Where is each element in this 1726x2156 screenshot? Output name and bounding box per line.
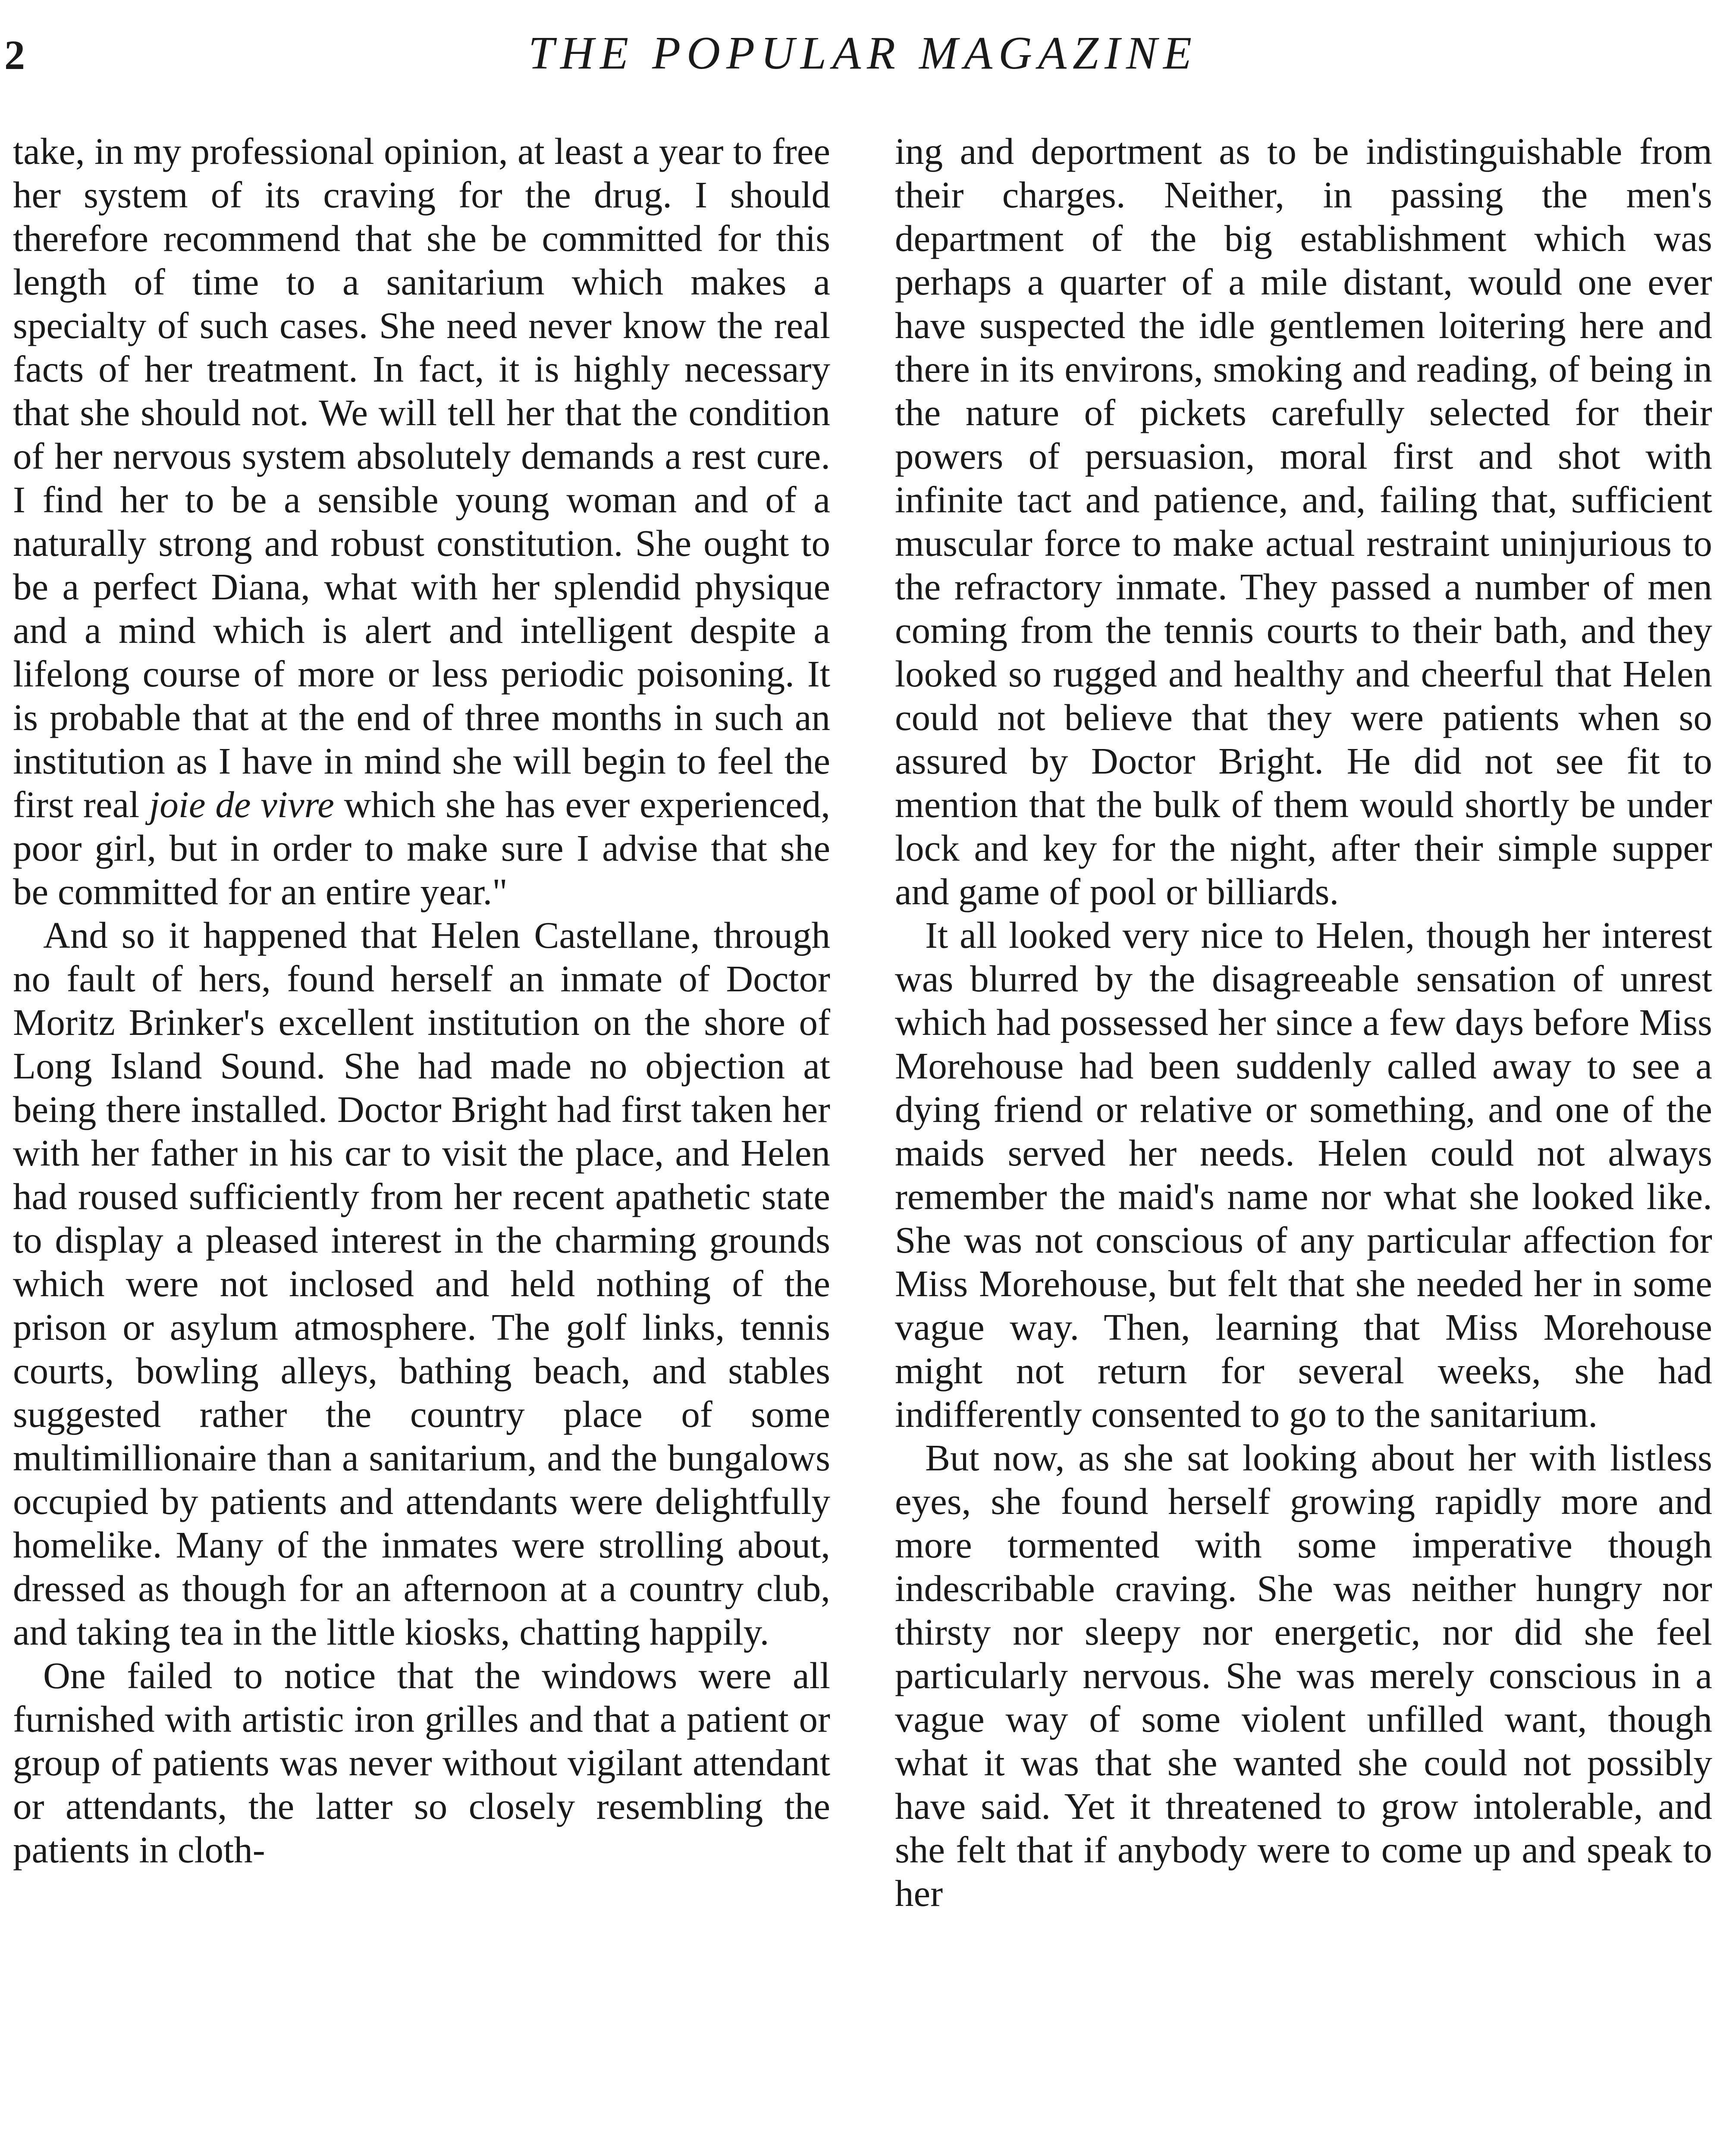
paragraph: And so it happened that Helen Castellane, through no fault of hers, found herself an inmate of Doctor Moritz Brinker's excellent institution on the shore of Long Island Sound. She had made no objection at being there installed. Doctor Bright had first taken her with her father in his car to visit the place, and Helen had roused sufficiently from her recent apathetic state to display a pleased interest in the charming grounds which were not inclosed and held nothing of the prison or asylum atmosphere. The golf links, tennis courts, bowling alleys, bathing beach, and stables suggested rather the country place of some multimillionaire than a sanitarium, and the bungalows occupied by patients and attendants were delightfully homelike. Many of the inmates were strolling about, dressed as though for an afternoon at a country club, and taking tea in the little kiosks, chatting happily.	[13, 914, 830, 1653]
page-number: 2	[4, 32, 25, 78]
left-column	[13, 129, 830, 1871]
paragraph-text: take, in my professional opinion, at least a year to free her system of its craving for the drug. I should therefore recommend that she be committed for this length of time to a sanitarium which makes a specialty of such cases. She need never know the real facts of her treatment. In fact, it is highly necessary that she should not. We will tell her that the condition of her nervous system absolutely demands a rest cure. I find her to be a sensible young woman and of a naturally strong and robust constitution. She ought to be a perfect Diana, what with her splendid physique and a mind which is alert and intelligent despite a lifelong course of more or less periodic poisoning. It is probable that at the end of three months in such an institution as I have in mind she will begin to feel the first real	[13, 130, 830, 825]
paragraph: One failed to notice that the windows were all furnished with artistic iron grilles and that a patient or group of patients was never without vigilant attendant or attendants, the latter so closely resembling the patients in cloth-	[13, 1655, 830, 1871]
paragraph: But now, as she sat looking about her with listless eyes, she found herself growing rapidly more and more tormented with some imperative though indescribable craving. She was neither hungry nor thirsty nor sleepy nor energetic, nor did she feel particularly nervous. She was merely conscious in a vague way of some violent unfilled want, though what it was that she wanted she could not possibly have said. Yet it threatened to grow intolerable, and she felt that if anybody were to come up and speak to her	[895, 1437, 1712, 1914]
page-header	[0, 26, 1726, 95]
paragraph: ing and deportment as to be indistinguishable from their charges. Neither, in passing the men's department of the big establishment which was perhaps a quarter of a mile distant, would one ever have suspected the idle gentlemen loitering here and there in its environs, smoking and reading, of being in the nature of pickets carefully selected for their powers of persuasion, moral first and shot with infinite tact and patience, and, failing that, sufficient muscular force to make actual restraint uninjurious to the refractory inmate. They passed a number of men coming from the tennis courts to their bath, and they looked so rugged and healthy and cheerful that Helen could not believe that they were patients when so assured by Doctor Bright. He did not see fit to mention that the bulk of them would shortly be under lock and key for the night, after their simple supper and game of pool or billiards.	[895, 130, 1712, 912]
running-title: THE POPULAR MAGAZINE	[528, 28, 1198, 79]
right-column	[895, 129, 1712, 1915]
paragraph-text: which she has ever experienced, poor girl, but in order to make sure I advise that she be committed for an entire year."	[13, 783, 830, 912]
paragraph: It all looked very nice to Helen, though her interest was blurred by the disagreeable sensation of unrest which had possessed her since a few days before Miss Morehouse had been suddenly called away to see a dying friend or relative or something, and one of the maids served her needs. Helen could not always remember the maid's name nor what she looked like. She was not conscious of any particular affection for Miss Morehouse, but felt that she needed her in some vague way. Then, learning that Miss Morehouse might not return for several weeks, she had indifferently consented to go to the sanitarium.	[895, 914, 1712, 1435]
paragraph	[13, 129, 830, 913]
italic-phrase: joie de vivre	[149, 783, 334, 825]
